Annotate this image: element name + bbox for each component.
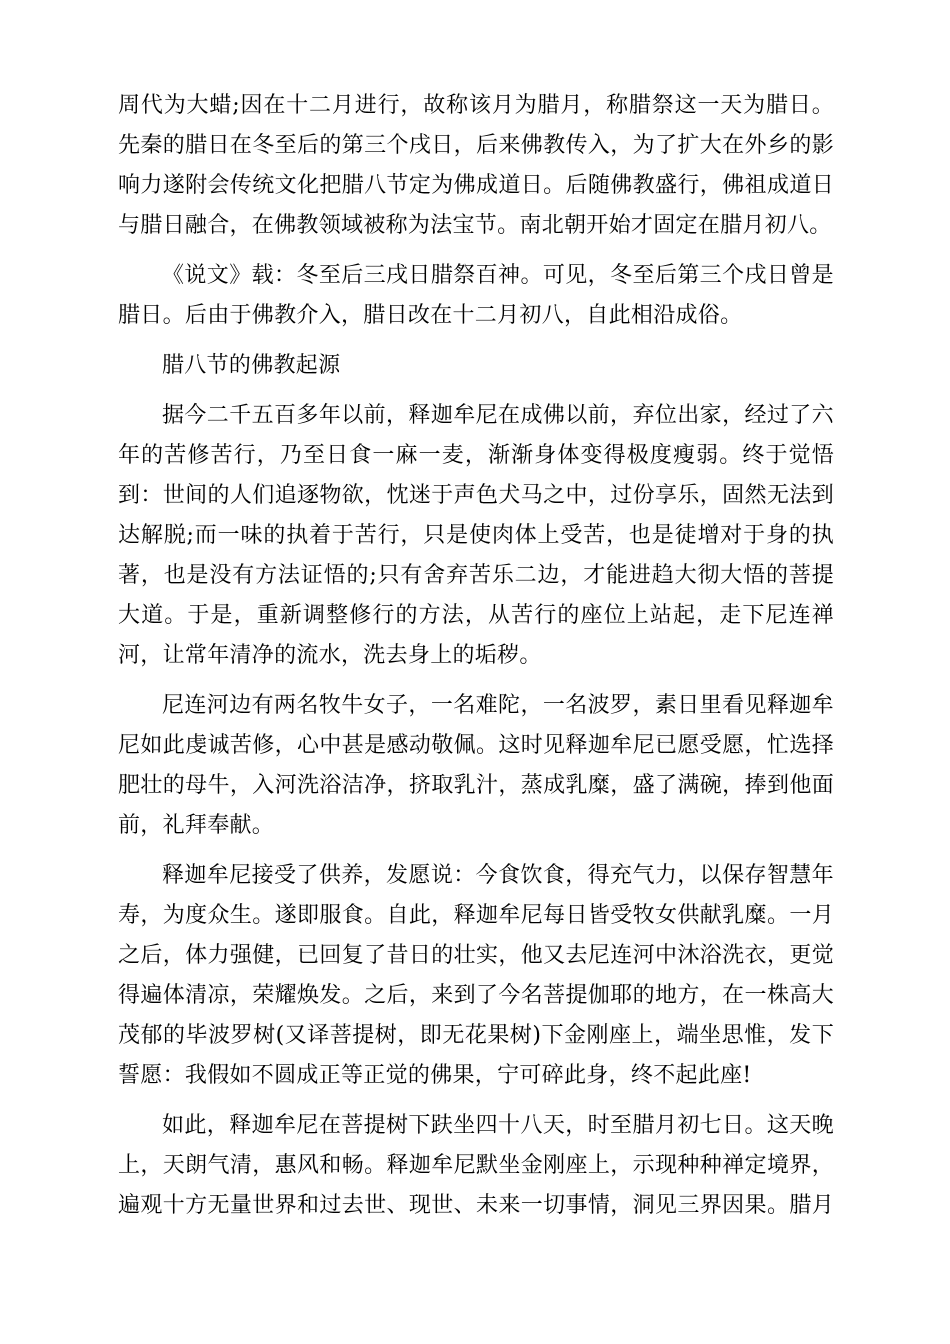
text-line: 大道。于是，重新调整修行的方法，从苦行的座位上站起，走下尼连禅 [118, 603, 834, 628]
paragraph-enlightenment [118, 1106, 834, 1226]
text-line: 到：世间的人们追逐物欲，忱迷于声色犬马之中，过份享乐，固然无法到 [118, 483, 834, 508]
text-line: 誓愿：我假如不圆成正等正觉的佛果，宁可碎此身，终不起此座! [118, 1063, 752, 1088]
text-line: 释迦牟尼接受了供养，发愿说：今食饮食，得充气力，以保存智慧年 [162, 863, 834, 888]
paragraph-origin-of-la [118, 86, 834, 246]
text-line: 腊日。后由于佛教介入，腊日改在十二月初八，自此相沿成俗。 [118, 303, 743, 328]
paragraph-herd-girls [118, 686, 834, 846]
text-line: 与腊日融合，在佛教领域被称为法宝节。南北朝开始才固定在腊月初八。 [118, 213, 832, 238]
text-line: 肥壮的母牛，入河洗浴洁净，挤取乳汁，蒸成乳糜，盛了满碗，捧到他面 [118, 773, 834, 798]
text-line: 河，让常年清净的流水，洗去身上的垢秽。 [118, 643, 542, 668]
text-line: 得遍体清凉，荣耀焕发。之后，来到了今名菩提伽耶的地方，在一株高大 [118, 983, 834, 1008]
text-line: 寿，为度众生。遂即服食。自此，释迦牟尼每日皆受牧女供献乳糜。一月 [118, 903, 834, 928]
section-heading-text: 腊八节的佛教起源 [162, 353, 341, 378]
text-line: 年的苦修苦行，乃至日食一麻一麦，渐渐身体变得极度瘦弱。终于觉悟 [118, 443, 834, 468]
text-line: 前，礼拜奉献。 [118, 813, 275, 838]
paragraph-shuowen [118, 256, 834, 336]
text-line: 尼连河边有两名牧牛女子，一名难陀，一名波罗，素日里看见释迦牟 [162, 693, 834, 718]
text-line: 上，天朗气清，惠风和畅。释迦牟尼默坐金刚座上，示现种种禅定境界， [118, 1153, 834, 1178]
section-heading [118, 346, 834, 386]
text-line: 达解脱;而一味的执着于苦行，只是使肉体上受苦，也是徒增对于身的执 [118, 523, 834, 548]
document-page [118, 86, 834, 1236]
text-line: 之后，体力强健，已回复了昔日的壮实，他又去尼连河中沐浴洗衣，更觉 [118, 943, 834, 968]
text-line: 遍观十方无量世界和过去世、现世、未来一切事情，洞见三界因果。腊月 [118, 1193, 834, 1218]
text-line: 《说文》载：冬至后三戌日腊祭百神。可见，冬至后第三个戌日曾是 [162, 263, 834, 288]
paragraph-ascetic-practice [118, 396, 834, 676]
paragraph-offering [118, 856, 834, 1096]
text-line: 周代为大蜡;因在十二月进行，故称该月为腊月，称腊祭这一天为腊日。 [118, 93, 834, 118]
text-line: 著，也是没有方法证悟的;只有舍弃苦乐二边，才能进趋大彻大悟的菩提 [118, 563, 834, 588]
text-line: 据今二千五百多年以前，释迦牟尼在成佛以前，弃位出家，经过了六 [162, 403, 834, 428]
text-line: 尼如此虔诚苦修，心中甚是感动敬佩。这时见释迦牟尼已愿受愿，忙选择 [118, 733, 834, 758]
text-line: 先秦的腊日在冬至后的第三个戌日，后来佛教传入，为了扩大在外乡的影 [118, 133, 834, 158]
text-line: 茂郁的毕波罗树(又译菩提树，即无花果树)下金刚座上，端坐思惟，发下 [118, 1023, 834, 1048]
text-line: 如此，释迦牟尼在菩提树下趺坐四十八天，时至腊月初七日。这天晚 [162, 1113, 834, 1138]
text-line: 响力遂附会传统文化把腊八节定为佛成道日。后随佛教盛行，佛祖成道日 [118, 173, 834, 198]
